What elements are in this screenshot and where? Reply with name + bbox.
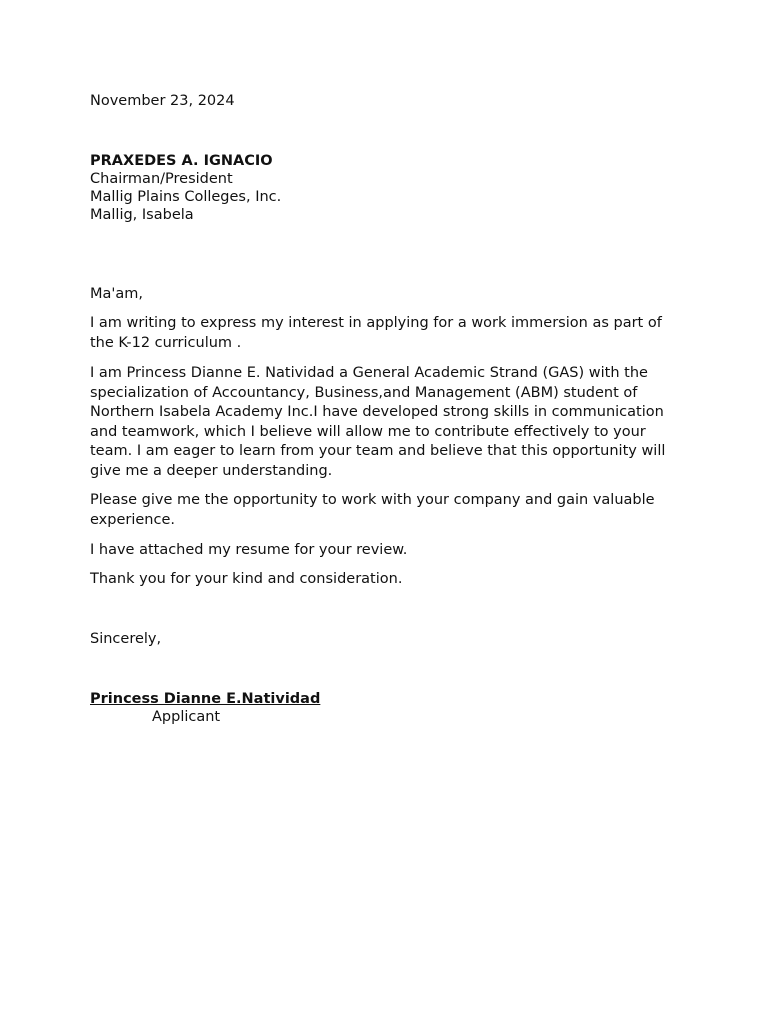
recipient-name: PRAXEDES A. IGNACIO [90,153,273,169]
paragraph-thanks: Thank you for your kind and consideration. [90,571,403,587]
signature-role: Applicant [152,709,221,725]
paragraph-intent: I am writing to express my interest in applying for a work immersion as part of the K-12 curriculum . [90,315,662,351]
salutation: Ma'am, [90,286,144,302]
recipient-address: Mallig, Isabela [90,207,194,223]
closing: Sincerely, [90,631,162,647]
paragraph-background: I am Princess Dianne E. Natividad a General Academic Strand (GAS) with the specialization of Accountancy, Business,and Management (ABM) student of Northern Isabela Academy Inc.I have developed strong skills in communication and teamwork, which I believe will allow me to contribute effectively to your team. I am eager to learn from your team and believe that this opportunity will give me a deeper understanding. [90,365,666,479]
letter-date: November 23, 2024 [90,93,235,109]
signature-name: Princess Dianne E.Natividad [90,691,321,707]
paragraph-resume: I have attached my resume for your review. [90,542,408,558]
recipient-organization: Mallig Plains Colleges, Inc. [90,189,282,205]
recipient-title: Chairman/President [90,171,233,187]
paragraph-request: Please give me the opportunity to work with your company and gain valuable experience. [90,492,655,528]
